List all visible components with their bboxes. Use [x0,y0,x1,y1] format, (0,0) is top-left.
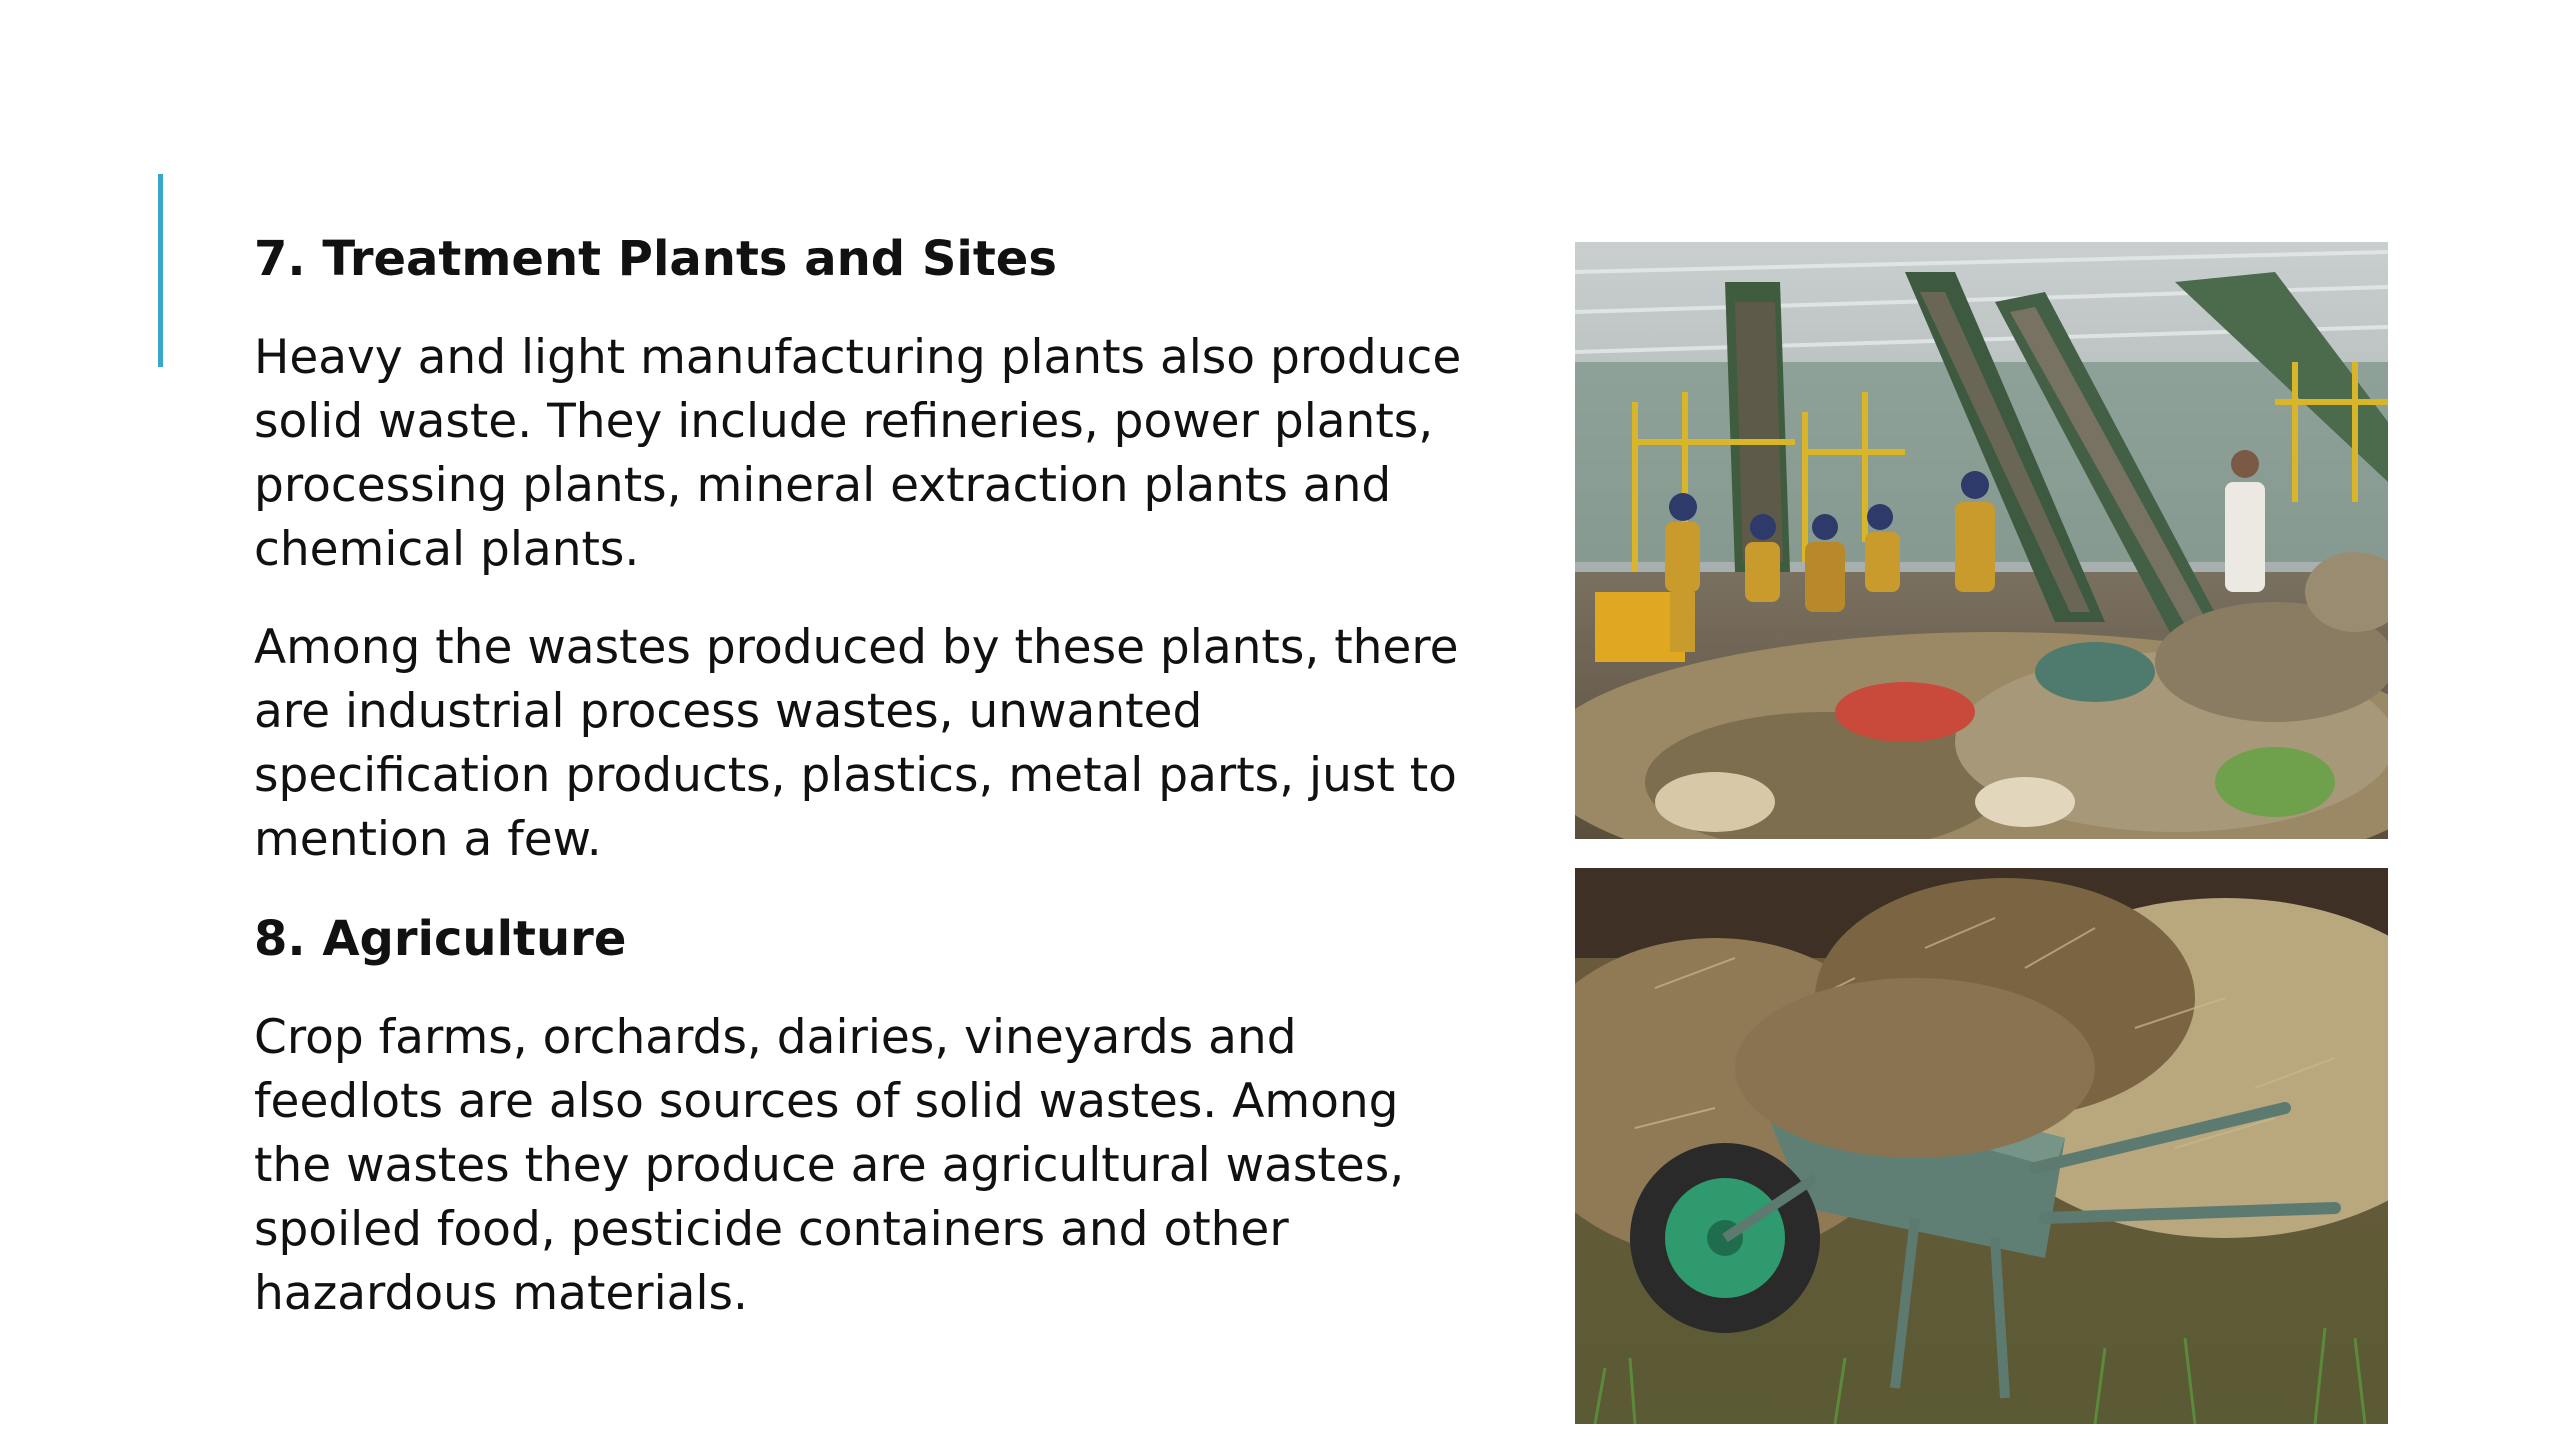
wheelbarrow-photo [1575,868,2388,1424]
accent-bar [158,174,163,367]
text-line: processing plants, mineral extraction plants and [254,458,1392,513]
paragraph-agriculture-wastes [254,1006,1504,1326]
text-line: are industrial process wastes, unwanted [254,684,1203,739]
heading-agriculture: 8. Agriculture [254,911,627,967]
text-line: hazardous materials. [254,1266,748,1321]
text-line: mention a few. [254,812,602,867]
text-line: Among the wastes produced by these plants, there [254,620,1459,675]
heading-treatment-plants: 7. Treatment Plants and Sites [254,231,1057,287]
text-column [254,226,1504,1360]
text-line: Heavy and light manufacturing plants also produce [254,330,1462,385]
paragraph-manufacturing-plants [254,326,1504,582]
waste-sorting-facility-photo [1575,242,2388,839]
paragraph-plant-wastes [254,616,1504,872]
text-line: feedlots are also sources of solid wastes. Among [254,1074,1399,1129]
text-line: chemical plants. [254,522,640,577]
text-line: the wastes they produce are agricultural wastes, [254,1138,1405,1193]
text-line: spoiled food, pesticide containers and other [254,1202,1289,1257]
text-line: solid waste. They include refineries, power plants, [254,394,1434,449]
text-line: specification products, plastics, metal parts, just to [254,748,1457,803]
text-line: Crop farms, orchards, dairies, vineyards and [254,1010,1297,1065]
